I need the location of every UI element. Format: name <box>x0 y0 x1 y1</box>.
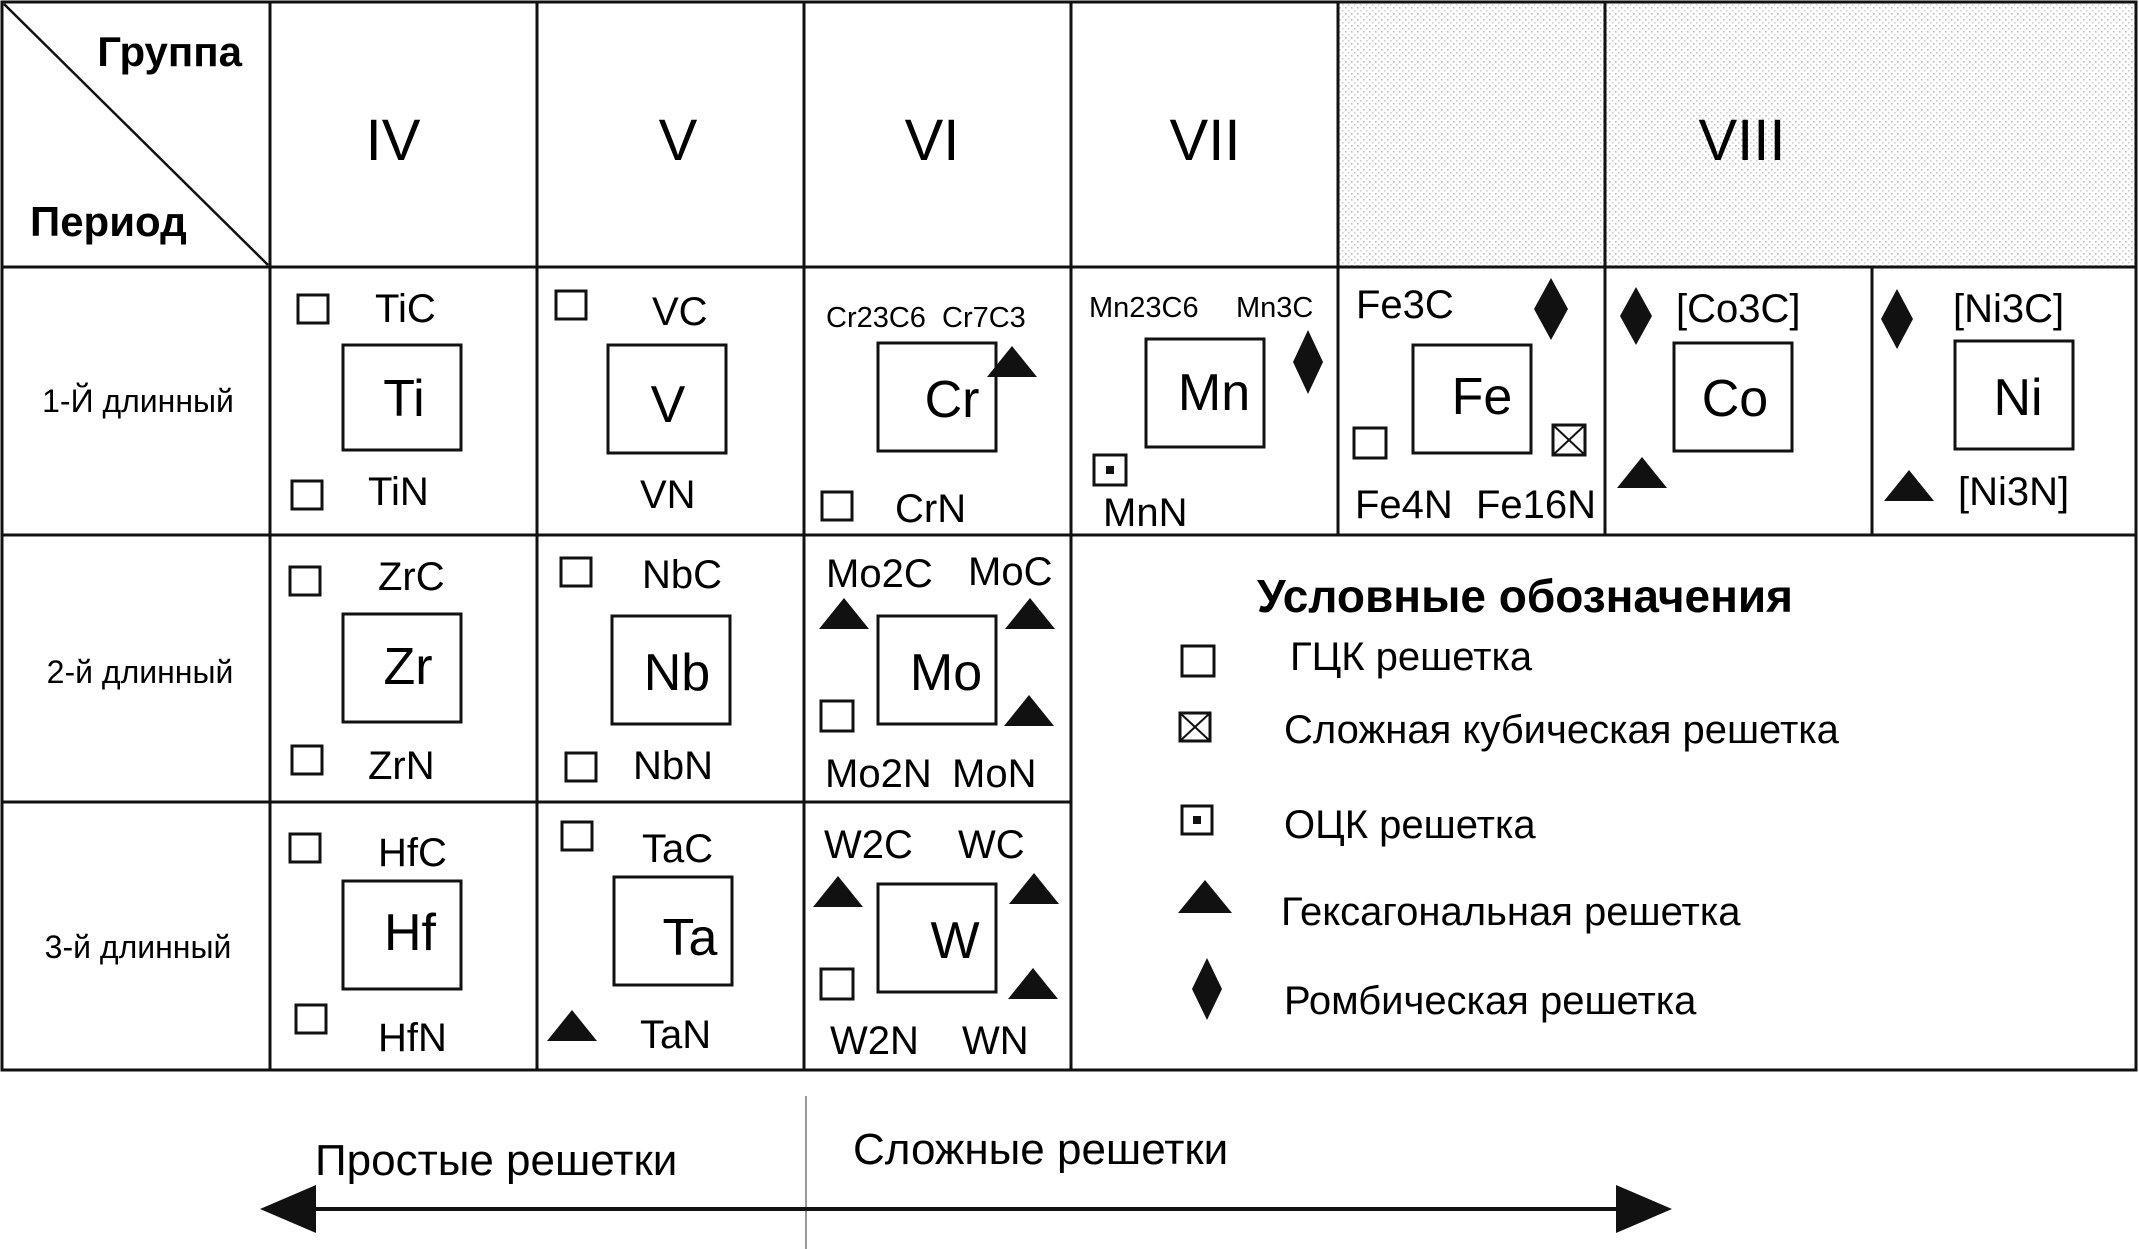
compound-cr7c3: Cr7C3 <box>942 302 1026 334</box>
period-1: 1-Й длинный <box>42 383 234 419</box>
fcc-square-icon <box>296 1005 326 1033</box>
element-v: V <box>650 376 686 434</box>
group-header-label: Группа <box>97 28 242 75</box>
legend-hexagonal-label: Гексагональная решетка <box>1281 890 1741 934</box>
compound-cr23c6: Cr23C6 <box>826 302 926 334</box>
element-co: Co <box>1701 370 1769 428</box>
legend-rhombic-label: Ромбическая решетка <box>1284 979 1697 1023</box>
fcc-square-icon <box>292 746 322 774</box>
element-w: W <box>930 912 980 970</box>
bcc-icon <box>1094 455 1126 485</box>
compound-hfn: HfN <box>378 1016 447 1060</box>
compound-crn: CrN <box>895 487 967 531</box>
compound-ni3n: [Ni3N] <box>1958 470 2070 514</box>
period-2: 2-й длинный <box>46 654 234 690</box>
group-v: V <box>658 108 698 173</box>
fcc-square-icon <box>561 558 591 586</box>
element-mn: Mn <box>1177 364 1251 422</box>
fcc-square-icon <box>822 492 852 520</box>
element-cr: Cr <box>924 371 980 429</box>
complex-cubic-icon <box>1553 425 1585 455</box>
fcc-square-icon <box>292 481 322 509</box>
compound-co3c: [Co3C] <box>1676 287 1801 331</box>
compound-nbn: NbN <box>633 744 714 788</box>
legend-title: Условные обозначения <box>1257 570 1794 622</box>
compound-mnn: MnN <box>1103 491 1188 535</box>
diamond-icon <box>1881 289 1913 349</box>
compound-zrn: ZrN <box>368 744 435 788</box>
element-nb: Nb <box>643 644 711 702</box>
legend <box>1178 570 1840 1023</box>
element-ta: Ta <box>662 909 718 967</box>
fcc-square-icon <box>566 753 596 781</box>
fcc-square-icon <box>298 295 328 323</box>
compound-fe16n: Fe16N <box>1476 483 1597 527</box>
legend-complex-cubic-icon <box>1180 713 1210 741</box>
compound-fe4n: Fe4N <box>1355 483 1453 527</box>
fcc-square-icon <box>556 291 586 319</box>
compound-w2c: W2C <box>824 823 913 867</box>
compound-fe3c: Fe3C <box>1356 283 1454 327</box>
compound-mon: MoN <box>952 752 1037 796</box>
triangle-icon <box>1005 598 1055 629</box>
fcc-square-icon <box>290 567 320 595</box>
element-ti: Ti <box>383 370 425 428</box>
legend-complex-cubic-label: Сложная кубическая решетка <box>1284 708 1839 752</box>
compound-tan: TaN <box>640 1013 712 1057</box>
fcc-square-icon <box>821 969 853 999</box>
triangle-icon <box>1009 873 1059 904</box>
period-3: 3-й длинный <box>44 929 232 965</box>
compound-tic: TiC <box>375 287 436 331</box>
triangle-icon <box>1004 695 1054 726</box>
fcc-square-icon <box>821 701 853 731</box>
triangle-icon <box>1008 968 1058 999</box>
element-zr: Zr <box>383 638 433 696</box>
simple-lattices-label: Простые решетки <box>315 1136 678 1185</box>
triangle-icon <box>813 876 863 907</box>
compound-moc: MoC <box>968 550 1053 594</box>
compound-vc: VC <box>652 290 708 334</box>
compound-vn: VN <box>640 473 696 517</box>
diamond-icon <box>1620 287 1652 345</box>
legend-fcc-icon <box>1182 646 1214 676</box>
compound-nbc: NbC <box>642 553 723 597</box>
triangle-icon <box>1617 457 1667 488</box>
element-fe: Fe <box>1451 368 1513 426</box>
complex-lattices-label: Сложные решетки <box>853 1125 1229 1174</box>
compound-tin: TiN <box>368 470 429 514</box>
legend-bcc-icon <box>1182 806 1212 834</box>
triangle-icon <box>819 598 869 629</box>
compound-w2n: W2N <box>830 1019 919 1063</box>
legend-bcc-label: ОЦК решетка <box>1284 803 1536 847</box>
period-header-label: Период <box>30 198 187 245</box>
element-ni: Ni <box>1993 369 2043 427</box>
element-mo: Mo <box>909 644 983 702</box>
fcc-square-icon <box>290 834 320 862</box>
diamond-icon <box>1293 330 1323 394</box>
compound-hfc: HfC <box>378 831 447 875</box>
group-viii: VIII <box>1698 108 1786 173</box>
compound-zrc: ZrC <box>378 555 445 599</box>
triangle-icon <box>1884 470 1934 501</box>
compound-tac: TaC <box>642 827 714 871</box>
compound-mo2n: Mo2N <box>825 752 932 796</box>
group-vii: VII <box>1169 108 1241 173</box>
group-vi: VI <box>904 108 960 173</box>
element-hf: Hf <box>384 904 436 962</box>
compound-mn3c: Mn3C <box>1236 292 1314 324</box>
fcc-square-icon <box>1354 428 1386 458</box>
compound-mn23c6: Mn23C6 <box>1089 292 1199 324</box>
compound-wc: WC <box>958 823 1025 867</box>
compound-mo2c: Mo2C <box>826 552 933 596</box>
diamond-icon <box>1534 278 1568 340</box>
triangle-icon <box>547 1010 597 1041</box>
legend-rhombic-icon <box>1192 958 1222 1020</box>
fcc-square-icon <box>562 822 592 850</box>
legend-hexagonal-icon <box>1178 880 1232 913</box>
group-iv: IV <box>365 108 421 173</box>
compound-wn: WN <box>962 1019 1029 1063</box>
compound-ni3c: [Ni3C] <box>1953 287 2065 331</box>
legend-fcc-label: ГЦК решетка <box>1290 635 1533 679</box>
